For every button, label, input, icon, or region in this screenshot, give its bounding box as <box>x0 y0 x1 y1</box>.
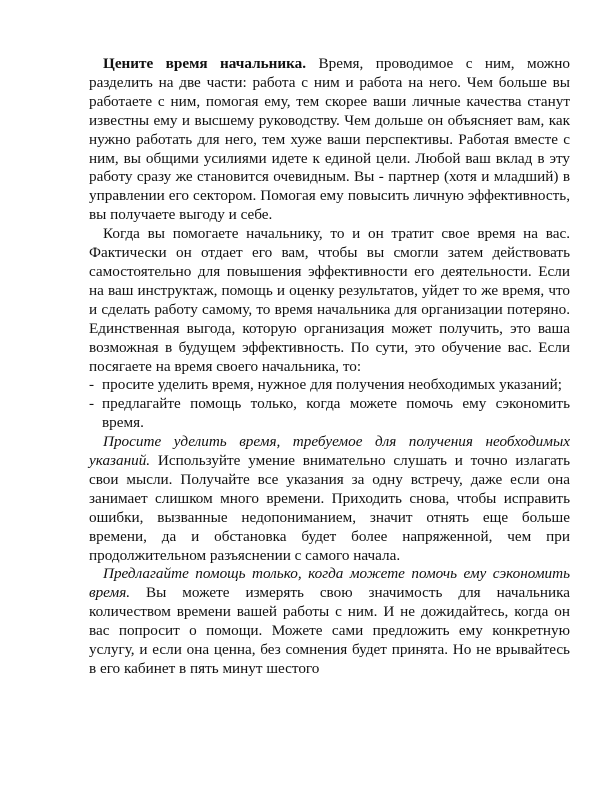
paragraph-value-boss-time <box>89 55 570 225</box>
paragraph-text: Используйте умение внимательно слушать и точно излагать свои мысли. Получайте все указания за одну встречу, даже если она занимает слишком много времени. Приходить снова, чтобы исправить ошибки, вызванные недопониманием, значит отнять еще больше времени, да и обстановка будет более напряженной, чем при продолжительном разъяснении с самого начала. <box>89 452 570 564</box>
paragraph-text: Вы можете измерять свою значимость для начальника количеством времени вашей работы с ним. И не дожидайтесь, когда он вас попросит о помощи. Можете сами предложить ему конкретную услугу, и если она ценна, без сомнения будет принята. Но не врывайтесь в его кабинет в пять минут шестого <box>89 584 570 677</box>
paragraph-offer-help <box>89 565 570 678</box>
document-page <box>89 55 570 679</box>
paragraph-text: Когда вы помогаете начальнику, то и он тратит свое время на вас. Фактически он отдает его вам, чтобы вы смогли затем действовать самостоятельно для повышения эффективности его деятельности. Если на ваш инструктаж, помощь и оценку результатов, уйдет то же время, что и сделать работу самому, то время начальника для организации потеряно. Единственная выгода, которую организация может получить, это ваша возможная в будущем эффективность. По сути, это обучение вас. Если посягаете на время своего начальника, то: <box>89 225 570 375</box>
list-item <box>89 395 570 433</box>
paragraph-helping-boss <box>89 225 570 376</box>
list-dash: - <box>89 395 95 413</box>
paragraph-lead-italic: Предлагайте помощь только, когда можете помочь ему сэкономить время. <box>89 565 570 602</box>
list-item-text: предлагайте помощь только, когда можете помочь ему сэкономить время. <box>102 395 570 432</box>
paragraph-ask-for-time <box>89 433 570 565</box>
list-item <box>89 376 570 395</box>
list-dash: - <box>89 376 95 394</box>
paragraph-lead-italic: Просите уделить время, требуемое для получения необходимых указаний. <box>89 433 570 470</box>
paragraph-text: Время, проводимое с ним, можно разделить на две части: работа с ним и работа на него. Чем больше вы работаете с ним, помогая ему, тем скорее ваши личные качества станут известны ему и высшему руководству. Чем дольше он объясняет вам, как нужно работать для него, тем хуже ваши перспективы. Работая вместе с ним, вы общими усилиями идете к единой цели. Любой ваш вклад в эту работу сразу же становится очевидным. Вы - партнер (хотя и младший) в управлении его сектором. Помогая ему повысить личную эффективность, вы получаете выгоду и себе. <box>89 55 571 224</box>
paragraph-lead-bold: Цените время начальника. <box>103 55 307 72</box>
list-item-text: просите уделить время, нужное для получения необходимых указаний; <box>102 376 562 394</box>
dash-list <box>89 376 570 433</box>
